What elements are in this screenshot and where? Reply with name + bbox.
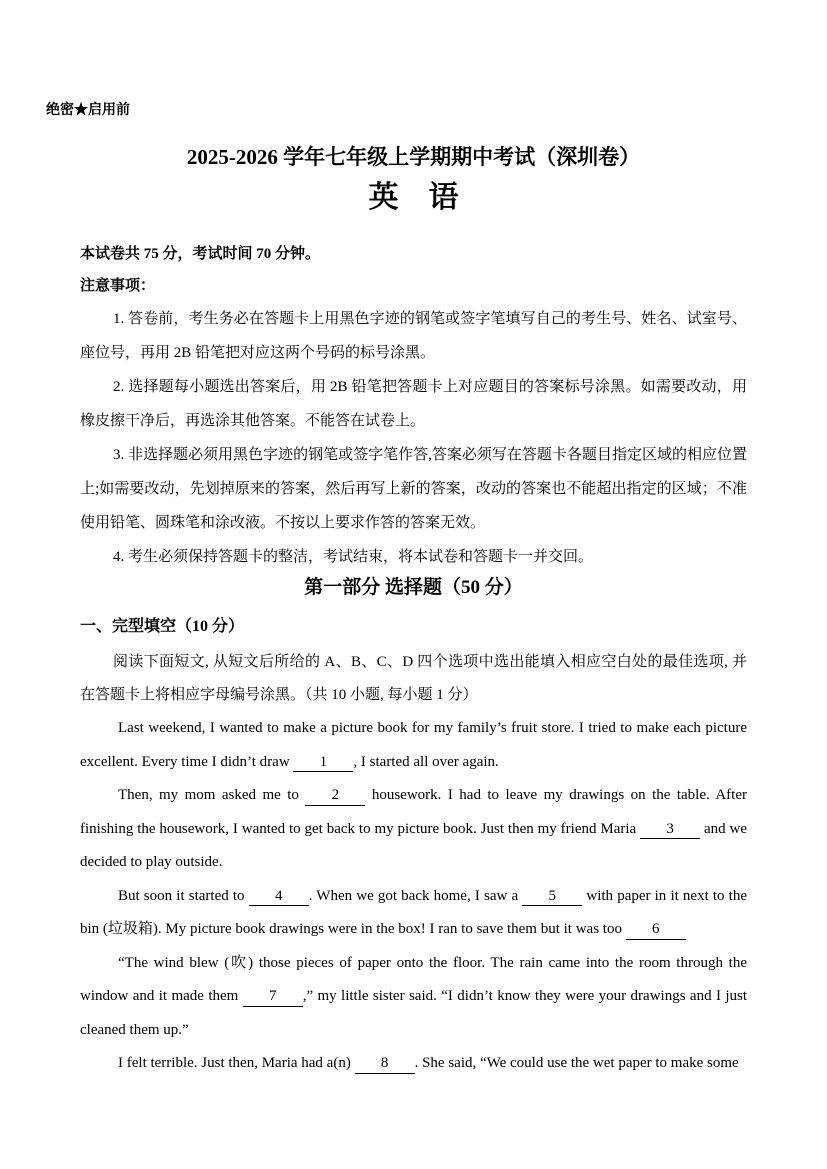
exam-title: 2025-2026 学年七年级上学期期中考试（深圳卷） xyxy=(186,145,641,169)
notice-item-2: 2. 选择题每小题选出答案后，用 2B 铅笔把答题卡上对应题目的答案标号涂黑。如需要改动，用橡皮擦干净后，再选涂其他答案。不能答在试卷上。 xyxy=(80,379,747,429)
cloze-blank-7: 7 xyxy=(243,989,303,1007)
cloze-blank-1: 1 xyxy=(293,755,353,773)
cloze-paragraph: Last weekend, I wanted to make a picture book for my family’s fruit store. I tried to make each picture excellent. Every time I didn’t draw 1 , I started all over again. xyxy=(80,712,747,779)
cloze-paragraph: “The wind blew (吹) those pieces of paper onto the floor. The rain came into the room through the window and it made them 7 ,” my little sister said. “I didn’t know they were your drawings and I just cleaned them up.” xyxy=(80,954,747,1038)
cloze-instructions: 阅读下面短文, 从短文后所给的 A、B、C、D 四个选项中选出能填入相应空白处的最佳选项, 并在答题卡上将相应字母编号涂黑。（共 10 小题, 每小题 1 分） xyxy=(80,654,747,703)
exam-info: 本试卷共 75 分，考试时间 70 分钟。 xyxy=(80,246,321,262)
notice-item-4: 4. 考生必须保持答题卡的整洁，考试结束，将本试卷和答题卡一并交回。 xyxy=(113,549,594,565)
cloze-section-heading: 一、完型填空（10 分） xyxy=(80,618,245,635)
notice-item-1: 1. 答卷前，考生务必在答题卡上用黑色字迹的钢笔或签字笔填写自己的考生号、姓名、试室号、座位号，再用 2B 铅笔把对应这两个号码的标号涂黑。 xyxy=(80,311,747,361)
part1-heading: 第一部分 选择题（50 分） xyxy=(304,577,523,598)
cloze-blank-2: 2 xyxy=(305,788,365,806)
cloze-paragraph: Then, my mom asked me to 2 housework. I had to leave my drawings on the table. After finishing the housework, I wanted to get back to my picture book. Just then my friend Maria 3 and we decided to play outside. xyxy=(80,787,748,870)
subject-title: 英 语 xyxy=(368,181,459,214)
notice-heading: 注意事项： xyxy=(80,278,156,294)
cloze-blank-5: 5 xyxy=(522,889,582,907)
cloze-paragraph: I felt terrible. Just then, Maria had a(n) 8 . She said, “We could use the wet paper to make some xyxy=(80,1047,747,1081)
cloze-blank-3: 3 xyxy=(640,822,700,840)
cloze-blank-8: 8 xyxy=(355,1056,415,1074)
cloze-blank-4: 4 xyxy=(249,889,309,907)
classification-label: 绝密★启用前 xyxy=(46,103,130,118)
cloze-paragraph: But soon it started to 4 . When we got back home, I saw a 5 with paper in it next to the bin (垃圾箱). My picture book drawings were in the box! I ran to save them but it was too 6 xyxy=(80,880,747,947)
notice-list xyxy=(80,302,747,574)
notice-item-3: 3. 非选择题必须用黑色字迹的钢笔或签字笔作答,答案必须写在答题卡各题目指定区域的相应位置上;如需要改动，先划掉原来的答案，然后再写上新的答案，改动的答案也不能超出指定的区域；不准使用铅笔、圆珠笔和涂改液。不按以上要求作答的答案无效。 xyxy=(80,447,747,531)
cloze-blank-6: 6 xyxy=(626,922,686,940)
